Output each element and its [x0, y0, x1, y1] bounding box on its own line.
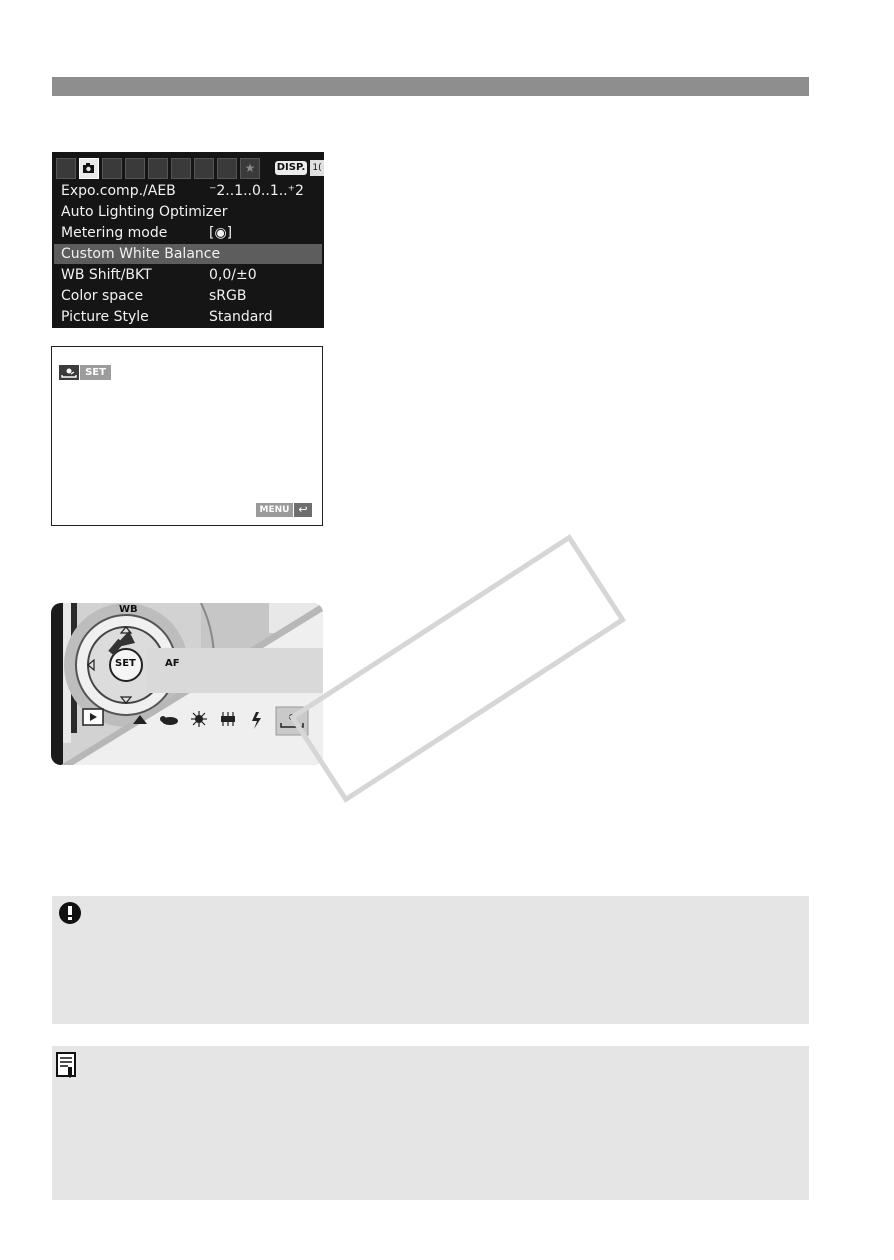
disp-button-icon: DISP.	[276, 162, 306, 173]
section-header-bar	[52, 77, 809, 96]
menu-tab-playback-2[interactable]	[148, 158, 168, 179]
menu-item-wb-shift-bkt[interactable]	[54, 265, 322, 285]
camera-menu-screen	[52, 152, 324, 328]
menu-item-label: Picture Style	[61, 309, 149, 325]
menu-item-auto-lighting-optimizer[interactable]	[54, 202, 322, 222]
menu-tab-partial: 1(	[310, 160, 324, 176]
caution-box	[52, 896, 809, 1024]
menu-tab-setup-2[interactable]	[194, 158, 214, 179]
menu-item-custom-white-balance[interactable]	[54, 244, 322, 264]
camera-icon	[82, 162, 96, 175]
custom-wb-set-indicator	[59, 365, 111, 380]
menu-item-label: Custom White Balance	[61, 246, 221, 262]
menu-item-label: Auto Lighting Optimizer	[61, 204, 228, 220]
set-button-label: SET	[115, 658, 136, 669]
menu-item-label: Color space	[61, 288, 144, 304]
menu-tab-my-menu[interactable]: ★	[240, 158, 260, 179]
menu-item-color-space[interactable]	[54, 286, 322, 306]
return-icon: ↩	[294, 503, 312, 517]
wb-button-label: WB	[119, 604, 138, 615]
set-button-icon: SET	[80, 365, 111, 380]
custom-white-balance-icon	[59, 365, 79, 380]
menu-item-value: 0,0/±0	[209, 267, 257, 283]
menu-item-label: WB Shift/BKT	[61, 267, 152, 283]
menu-return-indicator[interactable]	[256, 503, 312, 517]
menu-item-label: Expo.comp./AEB	[61, 183, 176, 199]
menu-tab-shooting-1[interactable]	[56, 158, 76, 179]
menu-tab-setup-1[interactable]	[171, 158, 191, 179]
menu-tab-playback-1[interactable]	[125, 158, 145, 179]
menu-item-value: sRGB	[209, 288, 247, 304]
camera-back-photo	[51, 603, 323, 765]
af-button-label: AF	[165, 658, 180, 669]
menu-item-picture-style[interactable]	[54, 307, 322, 327]
menu-item-label: Metering mode	[61, 225, 168, 241]
menu-item-value: Standard	[209, 309, 273, 325]
menu-tab-shooting-3[interactable]	[102, 158, 122, 179]
menu-item-expo-comp[interactable]	[54, 181, 322, 201]
menu-button-icon: MENU	[256, 503, 293, 517]
menu-item-value: ⁻2..1..0..1..⁺2	[209, 183, 304, 199]
metering-mode-icon: [◉]	[209, 225, 233, 241]
camera-illustration	[51, 603, 323, 765]
menu-tab-strip	[56, 156, 324, 180]
menu-item-metering-mode[interactable]	[54, 223, 322, 243]
custom-wb-screen	[51, 346, 323, 526]
menu-tab-setup-3[interactable]	[217, 158, 237, 179]
caution-icon	[58, 901, 82, 925]
copy-watermark-frame	[289, 534, 626, 803]
memo-box	[52, 1046, 809, 1200]
memo-icon	[56, 1052, 78, 1078]
